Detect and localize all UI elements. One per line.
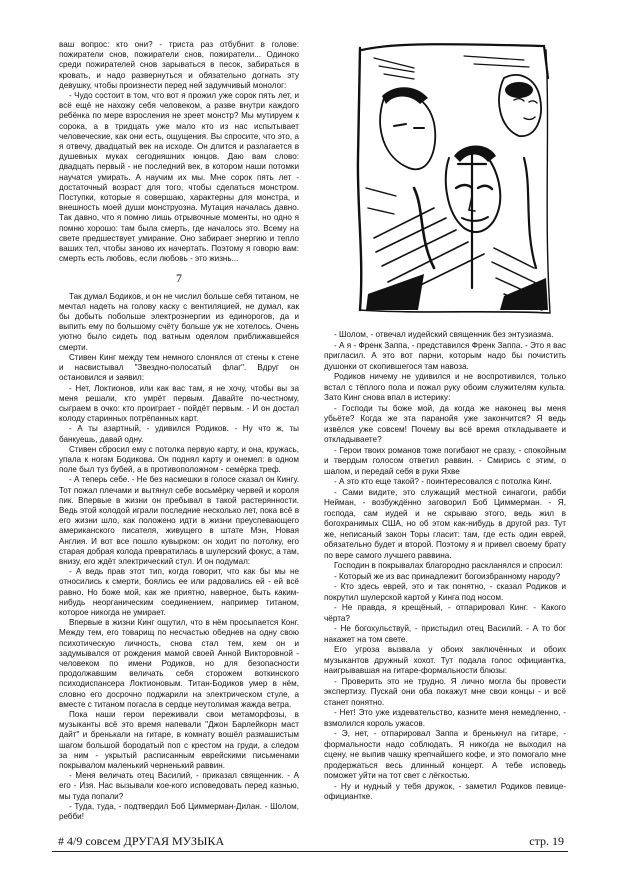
paragraph: - Э, нет, - отпарировал Заппа и бренькнул на гитаре, - формальности надо соблюдать. Я никогда не выходил на сцену, не выпив чашку крепчайшего кофе, и это помогало мне продержаться весь длинный концерт. А тебе исповедь поможет уйти на тот свет с лёгкостью. <box>324 729 566 780</box>
paragraph: - Герои твоих романов тоже погибают не сразу, - спокойным и твердым голосом ответил раввин. - Смирись с этим, о шалом, и передай себя в руки Яхве <box>324 445 566 476</box>
paragraph: - Не богохульствуй, - пристыдил отец Василий. - А то бог накажет на том свете. <box>324 624 566 644</box>
paragraph: Впервые в жизни Кинг ощутил, что в нём просыпается Конг. Между тем, его товарищ по несчастью обеднев на одну свою психотическую личность, снова стал тем, кем он и задумывался от рождения мамой своей Анной Викторовной - человеком по имени Родиков, но для безопасности продолжавшим величать себя сторожем воткинского психодиспансера Локтионовым. Титан-Бодиков умер в нём, словно его досрочно поджарили на электрическом стуле, а вместе с титаном погасла в сердце неутолимая жажда ветра. <box>59 618 299 709</box>
magazine-issue-title: # 4/9 совсем ДРУГАЯ МУЗЫКА <box>58 834 225 848</box>
paragraph: - Чудо состоит в том, что вот я прожил уже сорок пять лет, и всё ещё не нахожу себя человеком, а разве внутри каждого ребёнка по мере взросления не зреет монстр? Мы мутируем к сорока, а в тридцать уже мало кто из нас испытывает человеческие, как они есть, ощущения. Вы спросите, что это, а я отвечу, двадцатый век на исходе. Он длится и разлагается в душевных муках сегодняшних юнцов. Даю вам слово: двадцать первый - не последний век, в котором наши потомки научатся умирать. А научим их мы. Мне сорок пять лет - достаточный возраст для того, чтобы сделаться монстром. Поступки, которые я совершаю, характерны для монстра, и внешность моей души монструозна. Мутация началась давно. Так давно, что я помню лишь отрывочные моменты, но одно я помню хорошо: там была смерть, где началось это. Всему на свете предшествует умирание. Оно забирает энергию и тепло ваших тел, чтобы заново их начертать. Поэтому я говорю вам: смерть есть любовь, если любовь - это жизнь... <box>59 91 299 264</box>
paragraph: Так думал Бодиков, и он не числил больше себя титаном, не мечтал надеть на голову каску с вентиляцией, не думал, как бы добыть побольше электроэнергии из единорогов, да и выпить ему по большому счёту больше уж не хотелось. Очень уютно было сидеть под ватным одеялом приближавшейся смерти. <box>59 291 299 352</box>
page-number: стр. 19 <box>529 834 564 848</box>
paragraph: - А это кто еще такой? - поинтересовался с потолка Кинг. <box>334 477 552 486</box>
paragraph: - Кто здесь еврей, это и так понятно, - сказал Родиков и покрутил шулерской картой у Кинга под носом. <box>324 582 566 602</box>
paragraph: - Сами видите, это служащий местной синагоги, рабби Нейман, - возбуждённо заговорил Боб Циммерман. - Я, господа, сам иудей и не скрываю этого, ведь жил в богохранимых США, но об этом как-нибудь в другой раз. Тут же, неписаный закон Торы гласит: там, где есть один еврей, обязательно будет и второй. Поэтому я и привел своему брату по вере самого лучшего раввина. <box>324 487 566 560</box>
paragraph: - Проверить это не трудно. Я лично могла бы провести экспертизу. Пускай они оба покажут мне свои концы - и всё станет понятно. <box>324 676 566 707</box>
paragraph: Стивен сбросил ему с потолка первую карту, и она, кружась, упала к ногам Бодикова. Он поднял карту и онемел: в одном поле был туз бубей, а в противоположном - семёрка треф. <box>59 444 299 475</box>
paragraph: - Который же из вас принадлежит богоизбранному народу? <box>334 571 561 581</box>
paragraph: - Нет! Это уже издевательство, казните меня немедленно, - взмолился король ужасов. <box>324 708 566 728</box>
section-number: 7 <box>176 271 182 286</box>
paragraph: Пока наши герои переживали свои метаморфозы, в музыканты всё это время напевали "Джон Барлейкорн маст дайт" и бренькали на гитаре, в комнату вошёл размашистым шагом большой бородатый поп с крестом на груди, а следом за ним - укрытый расписанным еврейскими письменами покрывалом маленький черненький раввин. <box>59 710 299 771</box>
right-text-column <box>324 330 566 803</box>
paragraph: ваш вопрос: кто они? - триста раз отбубнит в голове: пожиратели снов, пожиратели снов, пожиратели... Одиноко среди пожирателей снов зарываться в песок, забираться в кровать, и надо развернуться и обязательно догнать эту девушку, чтобы произнести перед ней задумчивый монолог: <box>59 40 299 90</box>
left-text-column <box>59 40 299 822</box>
paragraph: - Не правда, я крещёный, - отпарировал Кинг. - Какого чёрта? <box>324 603 566 623</box>
ink-illustration <box>354 38 554 320</box>
paragraph: Его угроза вызвала у обоих заключённых и обоих музыкантов дружный хохот. Тут подала голос официантка, наигрывавшая на гитаре-формальности блюзы: <box>324 645 566 675</box>
paragraph: - Нет, Локтионов, или как вас там, я не хочу, чтобы вы за меня решали, кто умрёт первым. Давайте по-честному, сыграем в очко: кто проиграет - пойдёт первым. - И он достал колоду старинных потрёпанных карт. <box>59 383 299 424</box>
paragraph: - Шолом, - отвечал иудейский священник без энтузиазма. <box>334 330 554 339</box>
paragraph: - А ты азартный, - удивился Родиков. - Ну что ж, ты банкуешь, давай одну. <box>59 424 299 444</box>
paragraph: - Господи ты боже мой, да когда же наконец вы меня убьёте? Когда же эта паранойя уже закончится? Я ведь извёлся уже совсем! Почему вы всё время откладываете и откладываете? <box>324 403 566 444</box>
left-column-part-b <box>59 292 299 823</box>
paragraph: - А я - Френк Заппа, - представился Френк Заппа. - Это я вас пригласил. А это вот парни, которым надо бы почистить душонки от скопившегося там навоза. <box>324 340 566 371</box>
paragraph: Господин в покрывалах благородно раскланялся и спросил: <box>334 561 563 570</box>
paragraph: - А ведь прав этот тип, когда говорит, что как бы мы не относились к смерти, боялись ее или радовались ей - ей всё равно. Но боже мой, как же приятно, наверное, быть каким-нибудь неорганическим соединением, например титаном, которое никогда не умирает. <box>59 567 299 617</box>
paragraph: - Меня величать отец Василий, - приказал священник. - А его - Изя. Нас вызывали кое-кого исповедовать перед казнью, мы туда попали? <box>59 771 299 801</box>
paragraph: Стивен Кинг между тем немного слонялся от стены к стене и насвистывал "Звездно-полосатый флаг". Вдруг он остановился и заявил: <box>59 352 299 383</box>
left-column-part-a <box>59 40 299 264</box>
footer-rule <box>52 851 568 852</box>
paragraph: - А теперь себе. - Не без насмешки в голосе сказал он Кингу. Тот пожал плечами и вытянул себе восьмёрку червей и короля пик. Впервые в жизни он пребывал в такой растерянности. Ведь этой колодой играли последние несколько лет, пока всё в его жизни шло, как положено идти в жизни преуспевающего американского писателя, живущего в штате Мэн, Новая Англия. И вот все пошло кувырком: он ходит по потолку, его старая добрая колода превратилась в шулерский фокус, а там, внизу, его ждёт электрический стул. И он подумал: <box>59 475 299 566</box>
page-footer <box>52 834 568 852</box>
paragraph: - Туда, туда, - подтвердил Боб Циммерман-Дилан. - Шолом, ребби! <box>59 801 299 822</box>
paragraph: Родиков ничему не удивился и не воспротивился, только встал с тёплого пола и пожал руку обоим служителям культа. Зато Кинг снова впал в истерику: <box>324 372 566 402</box>
paragraph: - Ну и нудный у тебя дружок, - заметил Родиков певице-официантке. <box>324 781 566 801</box>
